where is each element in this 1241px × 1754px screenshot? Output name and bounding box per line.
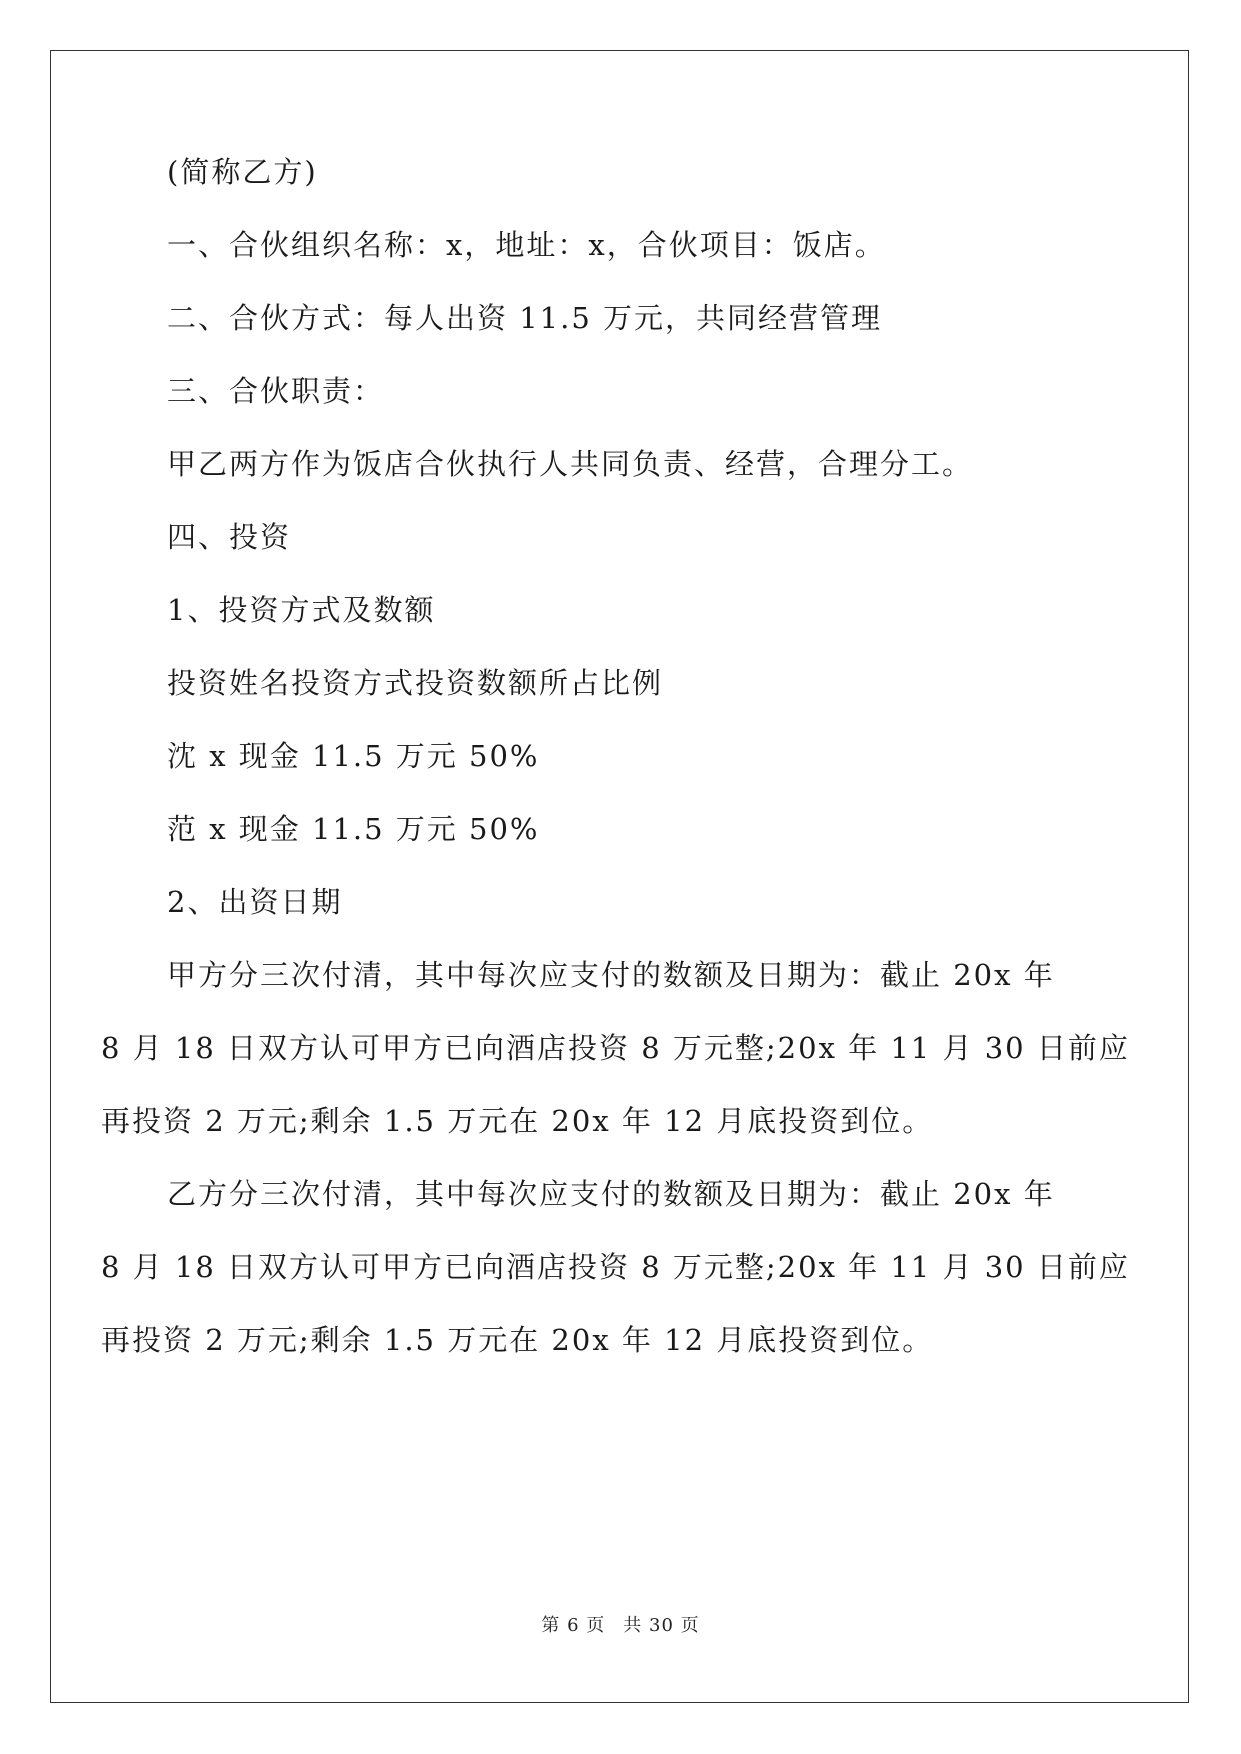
heading-partnership-duties: 三、合伙职责： bbox=[167, 374, 385, 408]
party-b-payment-line-2: 8 月 18 日双方认可甲方已向酒店投资 8 万元整;20x 年 11 月 30 日前应 bbox=[101, 1250, 1130, 1284]
table-row-investor-fan: 范 x 现金 11.5 万元 50% bbox=[167, 812, 540, 846]
party-a-payment-line-1: 甲方分三次付清，其中每次应支付的数额及日期为：截止 20x 年 bbox=[167, 958, 1055, 992]
page-number-current: 第 6 页 bbox=[541, 1615, 606, 1636]
heading-investment: 四、投资 bbox=[167, 520, 292, 554]
party-b-payment-line-1: 乙方分三次付清，其中每次应支付的数额及日期为：截止 20x 年 bbox=[167, 1177, 1055, 1211]
table-row-investor-shen: 沈 x 现金 11.5 万元 50% bbox=[167, 739, 540, 773]
paragraph-party-b-abbrev: (简称乙方) bbox=[167, 155, 318, 189]
party-a-payment-line-2: 8 月 18 日双方认可甲方已向酒店投资 8 万元整;20x 年 11 月 30 日前应 bbox=[101, 1031, 1130, 1065]
page-number-total: 共 30 页 bbox=[623, 1615, 700, 1636]
party-b-payment-line-3: 再投资 2 万元;剩余 1.5 万元在 20x 年 12 月底投资到位。 bbox=[101, 1323, 934, 1357]
heading-contribution-date: 2、出资日期 bbox=[167, 885, 343, 919]
page-footer bbox=[0, 1614, 1241, 1638]
heading-investment-method: 1、投资方式及数额 bbox=[167, 593, 436, 627]
paragraph-duties-detail: 甲乙两方作为饭店合伙执行人共同负责、经营，合理分工。 bbox=[167, 447, 974, 481]
party-a-payment-line-3: 再投资 2 万元;剩余 1.5 万元在 20x 年 12 月底投资到位。 bbox=[101, 1104, 934, 1138]
paragraph-organization-name: 一、合伙组织名称：x，地址：x，合伙项目：饭店。 bbox=[167, 228, 886, 262]
paragraph-partnership-method: 二、合伙方式：每人出资 11.5 万元，共同经营管理 bbox=[167, 301, 883, 335]
table-header-investment: 投资姓名投资方式投资数额所占比例 bbox=[167, 666, 664, 700]
